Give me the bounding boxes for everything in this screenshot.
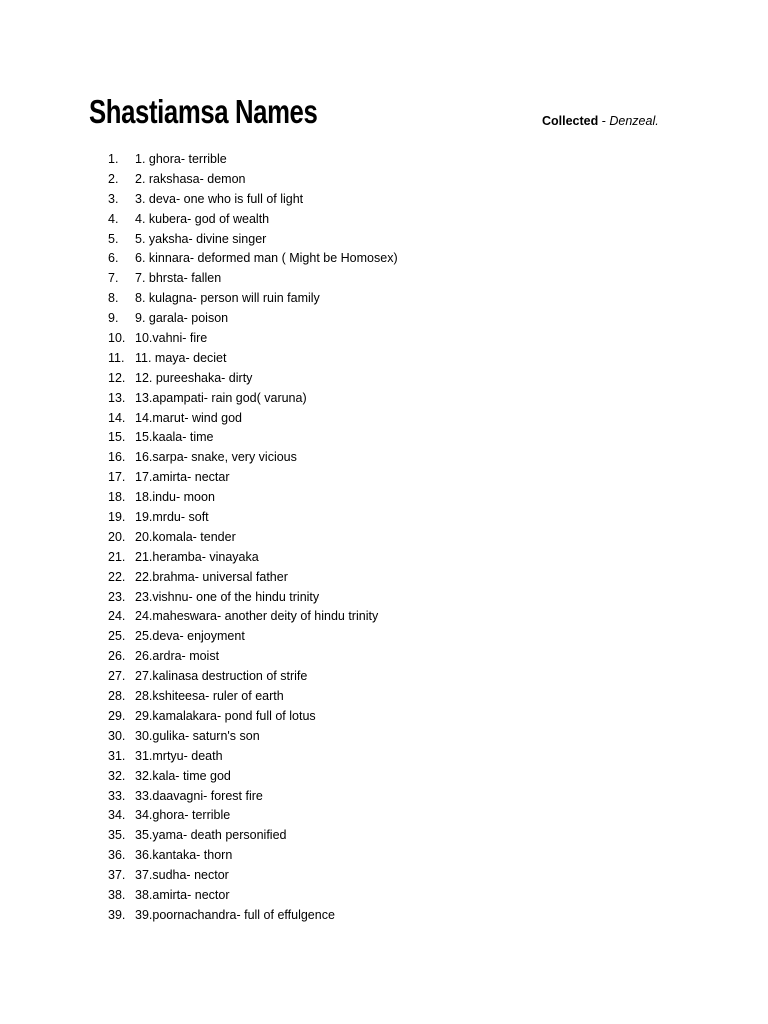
list-item	[108, 488, 398, 508]
list-item-number: 31.	[108, 748, 126, 763]
list-item	[108, 806, 398, 826]
list-item-number: 16.	[108, 450, 126, 465]
list-item-number: 12.	[108, 370, 126, 385]
list-item-text: 7. bhrsta- fallen	[135, 271, 222, 286]
list-item	[108, 170, 398, 190]
list-item-number: 26.	[108, 649, 126, 664]
list-item-text: 39.poornachandra- full of effulgence	[135, 907, 335, 922]
list-item-number: 18.	[108, 490, 126, 505]
list-item	[108, 607, 398, 627]
list-item	[108, 309, 398, 329]
list-item-number: 24.	[108, 609, 126, 624]
list-item	[108, 667, 398, 687]
list-item-text: 22.brahma- universal father	[135, 569, 288, 584]
list-item-number: 30.	[108, 728, 126, 743]
credit-separator: -	[598, 114, 610, 128]
list-item-text: 30.gulika- saturn's son	[135, 728, 260, 743]
list-item-number: 22.	[108, 569, 126, 584]
list-item-text: 29.kamalakara- pond full of lotus	[135, 708, 316, 723]
list-item-text: 10.vahni- fire	[135, 331, 208, 346]
list-item-text: 19.mrdu- soft	[135, 510, 209, 525]
names-list	[108, 150, 398, 926]
list-item	[108, 428, 398, 448]
list-item	[108, 369, 398, 389]
list-item-number: 6.	[108, 251, 119, 266]
list-item-text: 36.kantaka- thorn	[135, 848, 233, 863]
list-item-number: 25.	[108, 629, 126, 644]
list-item-text: 26.ardra- moist	[135, 649, 220, 664]
list-item	[108, 409, 398, 429]
list-item	[108, 588, 398, 608]
list-item	[108, 727, 398, 747]
list-item-number: 10.	[108, 331, 126, 346]
list-item	[108, 866, 398, 886]
list-item-number: 7.	[108, 271, 119, 286]
list-item-number: 20.	[108, 529, 126, 544]
list-item	[108, 846, 398, 866]
list-item-number: 4.	[108, 211, 119, 226]
list-item-text: 14.marut- wind god	[135, 410, 243, 425]
list-item	[108, 906, 398, 926]
list-item-text: 38.amirta- nector	[135, 887, 230, 902]
list-item-number: 38.	[108, 887, 126, 902]
list-item-number: 27.	[108, 669, 126, 684]
list-item	[108, 508, 398, 528]
list-item	[108, 448, 398, 468]
list-item	[108, 230, 398, 250]
list-item	[108, 210, 398, 230]
list-item-number: 9.	[108, 311, 119, 326]
list-item-number: 32.	[108, 768, 126, 783]
credit-label: Collected	[542, 114, 599, 128]
list-item-text: 37.sudha- nector	[135, 868, 229, 883]
list-item-text: 33.daavagni- forest fire	[135, 788, 263, 803]
list-item	[108, 767, 398, 787]
list-item-text: 28.kshiteesa- ruler of earth	[135, 689, 284, 704]
list-item-text: 13.apampati- rain god( varuna)	[135, 390, 307, 405]
list-item	[108, 627, 398, 647]
list-item	[108, 150, 398, 170]
list-item	[108, 249, 398, 269]
list-item-text: 12. pureeshaka- dirty	[135, 370, 253, 385]
list-item-text: 1. ghora- terrible	[135, 152, 227, 166]
list-item-text: 9. garala- poison	[135, 311, 229, 326]
list-item-text: 20.komala- tender	[135, 529, 236, 544]
list-item-number: 15.	[108, 430, 126, 445]
list-item	[108, 349, 398, 369]
list-item-text: 31.mrtyu- death	[135, 748, 223, 763]
list-item	[108, 826, 398, 846]
page-title: Shastiamsa Names	[89, 93, 318, 130]
list-item	[108, 468, 398, 488]
list-item-text: 27.kalinasa destruction of strife	[135, 669, 308, 684]
list-item-number: 36.	[108, 848, 126, 863]
list-item	[108, 647, 398, 667]
list-item	[108, 269, 398, 289]
list-item	[108, 568, 398, 588]
list-item-number: 3.	[108, 191, 119, 206]
list-item-number: 19.	[108, 510, 126, 525]
list-item	[108, 289, 398, 309]
list-item-text: 18.indu- moon	[135, 490, 215, 505]
list-item-text: 21.heramba- vinayaka	[135, 549, 259, 564]
list-item	[108, 707, 398, 727]
list-item-text: 23.vishnu- one of the hindu trinity	[135, 589, 320, 604]
credit-line	[542, 112, 659, 130]
list-item-text: 4. kubera- god of wealth	[135, 211, 270, 226]
list-item-text: 15.kaala- time	[135, 430, 214, 445]
list-item	[108, 389, 398, 409]
list-item	[108, 329, 398, 349]
credit-author: Denzeal.	[609, 114, 659, 128]
list-item-number: 5.	[108, 231, 119, 246]
list-item-text: 24.maheswara- another deity of hindu trinity	[135, 609, 379, 624]
list-item	[108, 787, 398, 807]
list-item-number: 29.	[108, 708, 126, 723]
list-item-text: 17.amirta- nectar	[135, 470, 230, 485]
list-item-number: 34.	[108, 808, 126, 823]
list-item-number: 21.	[108, 549, 126, 564]
list-item-number: 35.	[108, 828, 126, 843]
list-item-number: 1.	[108, 152, 119, 166]
list-item	[108, 687, 398, 707]
list-item	[108, 747, 398, 767]
list-item-number: 33.	[108, 788, 126, 803]
list-item	[108, 190, 398, 210]
list-item-text: 6. kinnara- deformed man ( Might be Homosex)	[135, 251, 398, 266]
list-item-number: 23.	[108, 589, 126, 604]
list-item-number: 11.	[108, 350, 125, 365]
list-item-text: 34.ghora- terrible	[135, 808, 231, 823]
list-item-text: 5. yaksha- divine singer	[135, 231, 267, 246]
list-item-text: 35.yama- death personified	[135, 828, 287, 843]
list-item-text: 32.kala- time god	[135, 768, 231, 783]
list-item-text: 8. kulagna- person will ruin family	[135, 291, 320, 306]
list-item	[108, 528, 398, 548]
list-item-number: 39.	[108, 907, 126, 922]
list-item-text: 16.sarpa- snake, very vicious	[135, 450, 297, 465]
list-item-number: 13.	[108, 390, 126, 405]
list-item-text: 11. maya- deciet	[135, 350, 227, 365]
list-item-number: 37.	[108, 868, 126, 883]
list-item-number: 8.	[108, 291, 119, 306]
list-item-text: 2. rakshasa- demon	[135, 171, 246, 186]
list-item-text: 25.deva- enjoyment	[135, 629, 245, 644]
list-item	[108, 886, 398, 906]
list-item-number: 17.	[108, 470, 126, 485]
list-item-number: 28.	[108, 689, 126, 704]
list-item-number: 2.	[108, 171, 119, 186]
list-item	[108, 548, 398, 568]
list-item-text: 3. deva- one who is full of light	[135, 191, 304, 206]
list-item-number: 14.	[108, 410, 126, 425]
